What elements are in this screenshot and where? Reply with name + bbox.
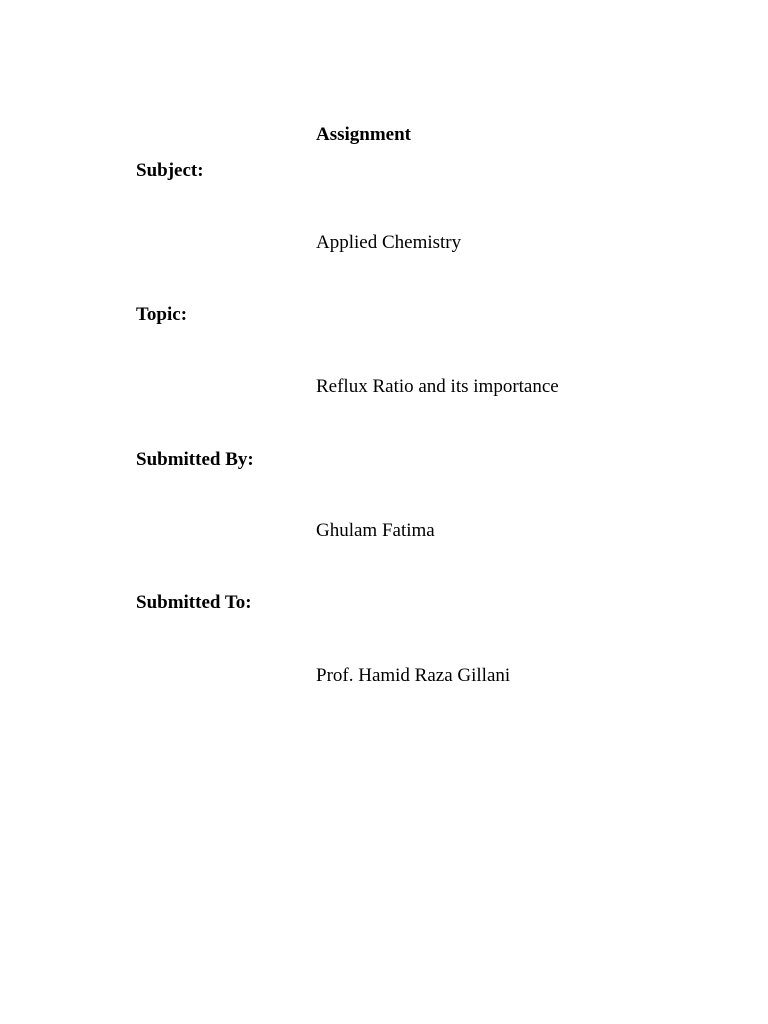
submitted-to-value: Prof. Hamid Raza Gillani [316, 665, 511, 686]
topic-value: Reflux Ratio and its importance [316, 376, 559, 397]
submitted-by-label: Submitted By: [136, 449, 254, 470]
topic-label: Topic: [136, 304, 188, 325]
subject-value: Applied Chemistry [316, 232, 462, 253]
submitted-to-label: Submitted To: [136, 592, 252, 613]
subject-label: Subject: [136, 160, 204, 181]
document-title: Assignment [316, 124, 412, 145]
submitted-by-value: Ghulam Fatima [316, 520, 435, 541]
